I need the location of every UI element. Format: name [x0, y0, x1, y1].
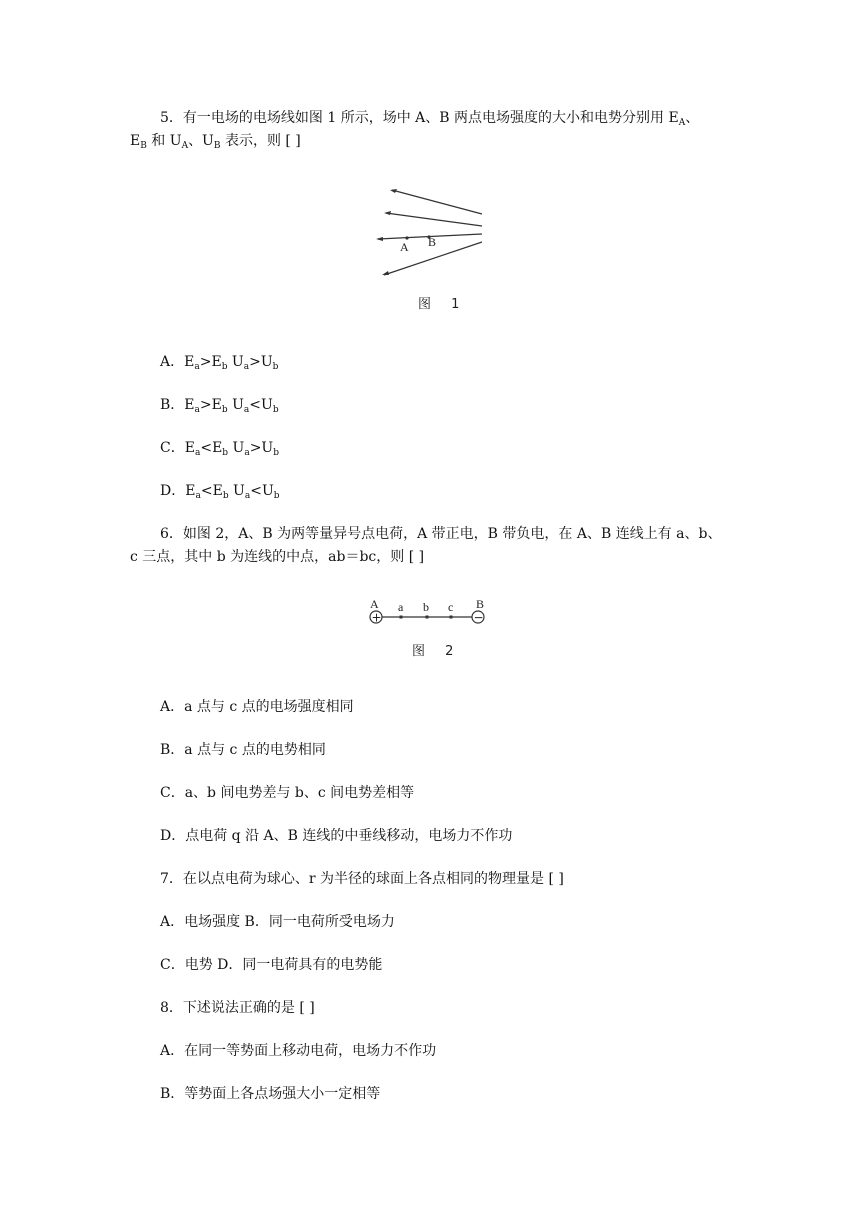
figure-1-caption: 图 1	[418, 297, 468, 312]
sub: b	[222, 448, 229, 458]
symbol: E	[212, 440, 223, 456]
field-line-2	[386, 213, 482, 226]
q5-punct: 、	[685, 110, 700, 126]
symbol: E	[211, 397, 222, 413]
q6-stem-line1: 6．如图 2，A、B 为两等量异号点电荷，A 带正电，B 带负电，在 A、B 连线上有 a、b、	[160, 526, 722, 542]
point-c	[450, 616, 453, 619]
symbol: U	[261, 483, 274, 499]
symbol: E	[185, 483, 196, 499]
q5-stem-line1	[160, 108, 699, 128]
q5-text: 表示，则 [ ]	[220, 133, 301, 149]
q5-text: 和 U	[146, 133, 182, 149]
q5-text: 、U	[188, 133, 214, 149]
sub: a	[194, 362, 200, 372]
arrow-head-4	[382, 271, 389, 275]
arrow-head-1	[390, 189, 397, 193]
option-letter: C．	[160, 440, 185, 456]
q6-option-c: C．a、b 间电势差与 b、c 间电势差相等	[160, 785, 415, 801]
point-b	[426, 616, 429, 619]
arrow-head-2	[384, 211, 391, 215]
q5-option-a	[160, 352, 278, 372]
q8-option-b: B．等势面上各点场强大小一定相等	[160, 1086, 381, 1102]
symbol: U	[228, 440, 245, 456]
q7-option-ab: A．电场强度 B．同一电荷所受电场力	[160, 914, 395, 930]
q5-stem-text: 5．有一电场的电场线如图 1 所示，场中 A、B 两点电场强度的大小和电势分别用 E	[160, 110, 679, 126]
q5-stem-line2	[130, 131, 301, 151]
symbol: U	[227, 397, 244, 413]
symbol: E	[211, 354, 222, 370]
relation: <	[249, 397, 261, 413]
q5-option-d	[160, 481, 280, 501]
label-a: a	[398, 600, 404, 614]
symbol: E	[184, 397, 195, 413]
sub: b	[272, 362, 279, 372]
relation: <	[250, 483, 262, 499]
symbol: E	[184, 354, 195, 370]
option-letter: B．	[160, 397, 185, 413]
figure-2-caption: 图 2	[412, 644, 462, 659]
symbol: U	[260, 354, 273, 370]
point-a	[400, 616, 403, 619]
q6-option-d: D．点电荷 q 沿 A、B 连线的中垂线移动，电场力不作功	[160, 828, 513, 844]
symbol: U	[227, 354, 244, 370]
figure-2-charges	[362, 595, 498, 663]
sub: a	[195, 491, 201, 501]
symbol: U	[228, 483, 245, 499]
sub: b	[273, 491, 280, 501]
sub: b	[221, 362, 228, 372]
q6-option-b: B．a 点与 c 点的电势相同	[160, 742, 326, 758]
sub: a	[244, 491, 251, 501]
relation: >	[249, 440, 262, 456]
sub: b	[272, 405, 279, 415]
label-b: b	[423, 600, 429, 614]
relation: <	[200, 440, 213, 456]
label-A: A	[370, 597, 379, 611]
arrow-head-3	[376, 237, 383, 241]
q6-option-a: A．a 点与 c 点的电场强度相同	[160, 699, 354, 715]
q5-option-c	[160, 438, 279, 458]
label-A: A	[400, 240, 409, 254]
q5-sub: B	[140, 141, 147, 151]
q8-option-a: A．在同一等势面上移动电荷，电场力不作功	[160, 1043, 437, 1059]
sub: b	[222, 491, 229, 501]
option-letter: D．	[160, 483, 186, 499]
plus-sign: +	[371, 610, 382, 625]
q5-sub: A	[181, 141, 189, 151]
sub: a	[194, 405, 200, 415]
sub: a	[243, 362, 250, 372]
q5-sub: A	[678, 118, 686, 128]
minus-sign: −	[473, 610, 484, 625]
q7-option-cd: C．电势 D．同一电荷具有的电势能	[160, 957, 383, 973]
q5-symbol: E	[130, 133, 141, 149]
symbol: E	[212, 483, 223, 499]
sub: a	[244, 448, 250, 458]
sub: a	[194, 448, 201, 458]
relation: >	[199, 354, 212, 370]
label-B: B	[428, 235, 437, 249]
figure-1-field-lines	[368, 180, 488, 320]
symbol: U	[261, 397, 273, 413]
label-c: c	[448, 600, 454, 614]
symbol: U	[261, 440, 274, 456]
option-letter: A．	[160, 354, 185, 370]
relation: >	[249, 354, 261, 370]
sub: a	[243, 405, 250, 415]
label-B: B	[476, 597, 485, 611]
symbol: E	[184, 440, 195, 456]
q6-stem-line2: c 三点，其中 b 为连线的中点，ab＝bc，则 [ ]	[130, 549, 425, 565]
field-line-1	[392, 190, 482, 214]
q8-stem: 8．下述说法正确的是 [ ]	[160, 1000, 315, 1016]
q5-option-b	[160, 395, 279, 415]
relation: >	[199, 397, 212, 413]
q7-stem: 7．在以点电荷为球心、r 为半径的球面上各点相同的物理量是 [ ]	[160, 871, 564, 887]
sub: b	[273, 448, 279, 458]
q5-sub: B	[213, 141, 221, 151]
relation: <	[200, 483, 213, 499]
sub: b	[221, 405, 228, 415]
